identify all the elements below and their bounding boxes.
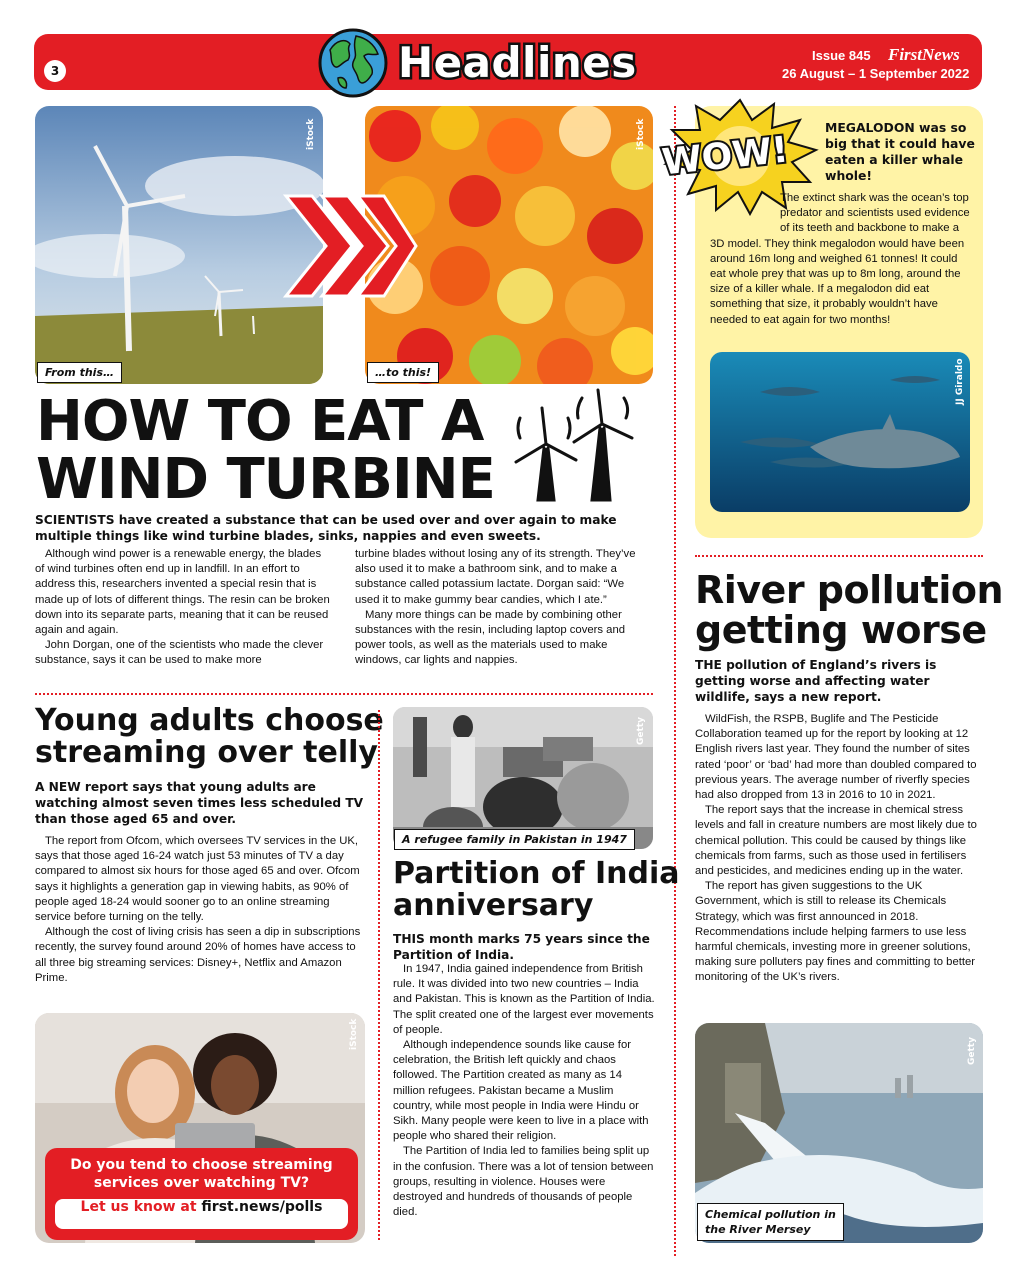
photo-credit: iStock — [306, 118, 316, 150]
section-divider — [695, 555, 983, 557]
page-number: 3 — [44, 60, 66, 82]
brand-logo: FirstNews — [888, 45, 960, 64]
photo-caption: From this… — [37, 362, 122, 383]
photo-caption: Chemical pollution in the River Mersey — [697, 1203, 844, 1241]
wind-turbine-column-2: turbine blades without losing any of its strength. They’ve also used it to make a bathroom sink, and to make a substance called potassium lactate. Dorgan said: “We used it to make gummy bear candies, which I ate.” Many more things can be made by combining other substances with the resin, including laptop covers and power tools, as well as the materials used to make windows, car lights and nappies. — [355, 548, 636, 667]
wow-lead: MEGALODON was so big that it could have eaten a killer whale whole! — [825, 120, 975, 183]
column-divider — [378, 710, 380, 1240]
river-headline: River pollution getting worse — [695, 568, 1004, 652]
issue-dates: 26 August – 1 September 2022 — [782, 66, 970, 81]
section-divider — [35, 693, 653, 695]
poll-cta-prefix: Let us know at — [80, 1199, 202, 1215]
photo-caption: A refugee family in Pakistan in 1947 — [394, 829, 635, 850]
megalodon-photo — [710, 352, 970, 512]
wow-body: The extinct shark was the ocean’s top predator and scientists used evidence of its teeth and backbone to make a 3D model. They think megalodon would have been around 16m long and weighed 61 tonnes! It could eat whole prey that was up to 8m long, around the size of a killer whale. If a megalodon did eat something that size, it probably wouldn’t have needed to eat again for two months! — [710, 192, 970, 326]
river-body: WildFish, the RSPB, Buglife and The Pesticide Collaboration teamed up for the report by looking at 12 English rivers last year. They found the number of sites rated ‘poor’ or ‘bad’ had more than doubled compared to previous years. The average number of riverfly species had also dropped from 13 in 2016 to 10 in 2021. The report says that the increase in chemical stress levels and fall in creature numbers are most likely due to chemical pollution. This could be caused by things like chemicals from farms, such as those used in fertilisers and pesticides, and medicines ending up in the water. The report has given suggestions to the UK Government, which is still to release its Chemicals Strategy, which was first announced in 2018. Recommendations include helping farmers to use less harmful chemicals, investing more in greener solutions, making sure polluters pay fines and committing to better monitoring of the UK’s rivers. — [695, 713, 977, 984]
photo-credit: Getty — [636, 717, 646, 745]
arrows-icon — [282, 186, 420, 306]
wind-turbine-column-1: Although wind power is a renewable energy, the blades of wind turbines often end up in landfill. In an effort to address this, researchers invented a special resin that is made up of lots of different things. The resin can be broken down into its separate parts, meaning that it can be reused again and again. John Dorgan, one of the scientists who made the clever substance, says it can be used to make more — [35, 548, 330, 667]
poll-url[interactable]: first.news/polls — [201, 1199, 323, 1215]
partition-headline: Partition of India anniversary — [393, 856, 680, 923]
poll-question: Do you tend to choose streaming services over watching TV? — [70, 1157, 333, 1191]
streaming-standfirst: A NEW report says that young adults are watching almost seven times less scheduled TV than those aged 65 and over. — [35, 780, 364, 826]
photo-credit: iStock — [636, 118, 646, 150]
poll-link-button[interactable] — [55, 1199, 348, 1229]
partition-body: In 1947, India gained independence from British rule. It was divided into two new countries – India and Pakistan. This is known as the Partition of India. The split created one of the largest ever movements of people. Although independence sounds like cause for celebration, the British left quickly and chaos followed. The Partition created as many as 14 million refugees. Pakistan became a Muslim country, while most people in India were Hindu or Sikh. Many people were keen to live in a place with people who shared their religion. The Partition of India led to families being split up in the confusion. There was a lot of tension between groups, resulting in violence. Houses were destroyed and hundreds of thousands of people died. — [393, 963, 655, 1219]
photo-credit: iStock — [349, 1018, 359, 1050]
photo-caption: …to this! — [367, 362, 439, 383]
partition-standfirst: THIS month marks 75 years since the Partition of India. — [393, 932, 650, 962]
wind-turbine-photo — [35, 106, 323, 384]
streaming-body: The report from Ofcom, which oversees TV services in the UK, says that those aged 16-24 watch just 53 minutes of TV a day compared to almost six hours for those aged 65 and over. Ofcom says it highlights a generation gap in viewing habits, as 90% of people aged 18-24 would sooner go to an online streaming service before turning on the telly. Although the cost of living crisis has seen a dip in subscriptions recently, the survey found around 20% of homes have access to all three big streaming services: Disney+, Netflix and Amazon Prime. — [35, 835, 361, 984]
column-divider — [674, 106, 676, 1256]
photo-credit: JJ Giraldo — [955, 358, 965, 405]
river-standfirst: THE pollution of England’s rivers is getting worse and affecting water wildlife, says a new report. — [695, 658, 937, 704]
wind-turbine-headline: HOW TO EAT A WIND TURBINE — [36, 389, 495, 512]
wind-turbines-icon — [512, 388, 636, 508]
section-title: Headlines — [398, 38, 637, 87]
streaming-headline: Young adults choose streaming over telly — [35, 703, 384, 770]
wow-badge: WOW! — [660, 129, 791, 184]
photo-credit: Getty — [967, 1037, 977, 1065]
refugee-family-photo — [393, 707, 653, 849]
issue-number: Issue 845 — [812, 48, 871, 63]
wind-turbine-standfirst: SCIENTISTS have created a substance that can be used over and over again to make multiple things like wind turbine blades, sinks, nappies and even sweets. — [35, 513, 617, 543]
globe-icon — [316, 26, 390, 100]
